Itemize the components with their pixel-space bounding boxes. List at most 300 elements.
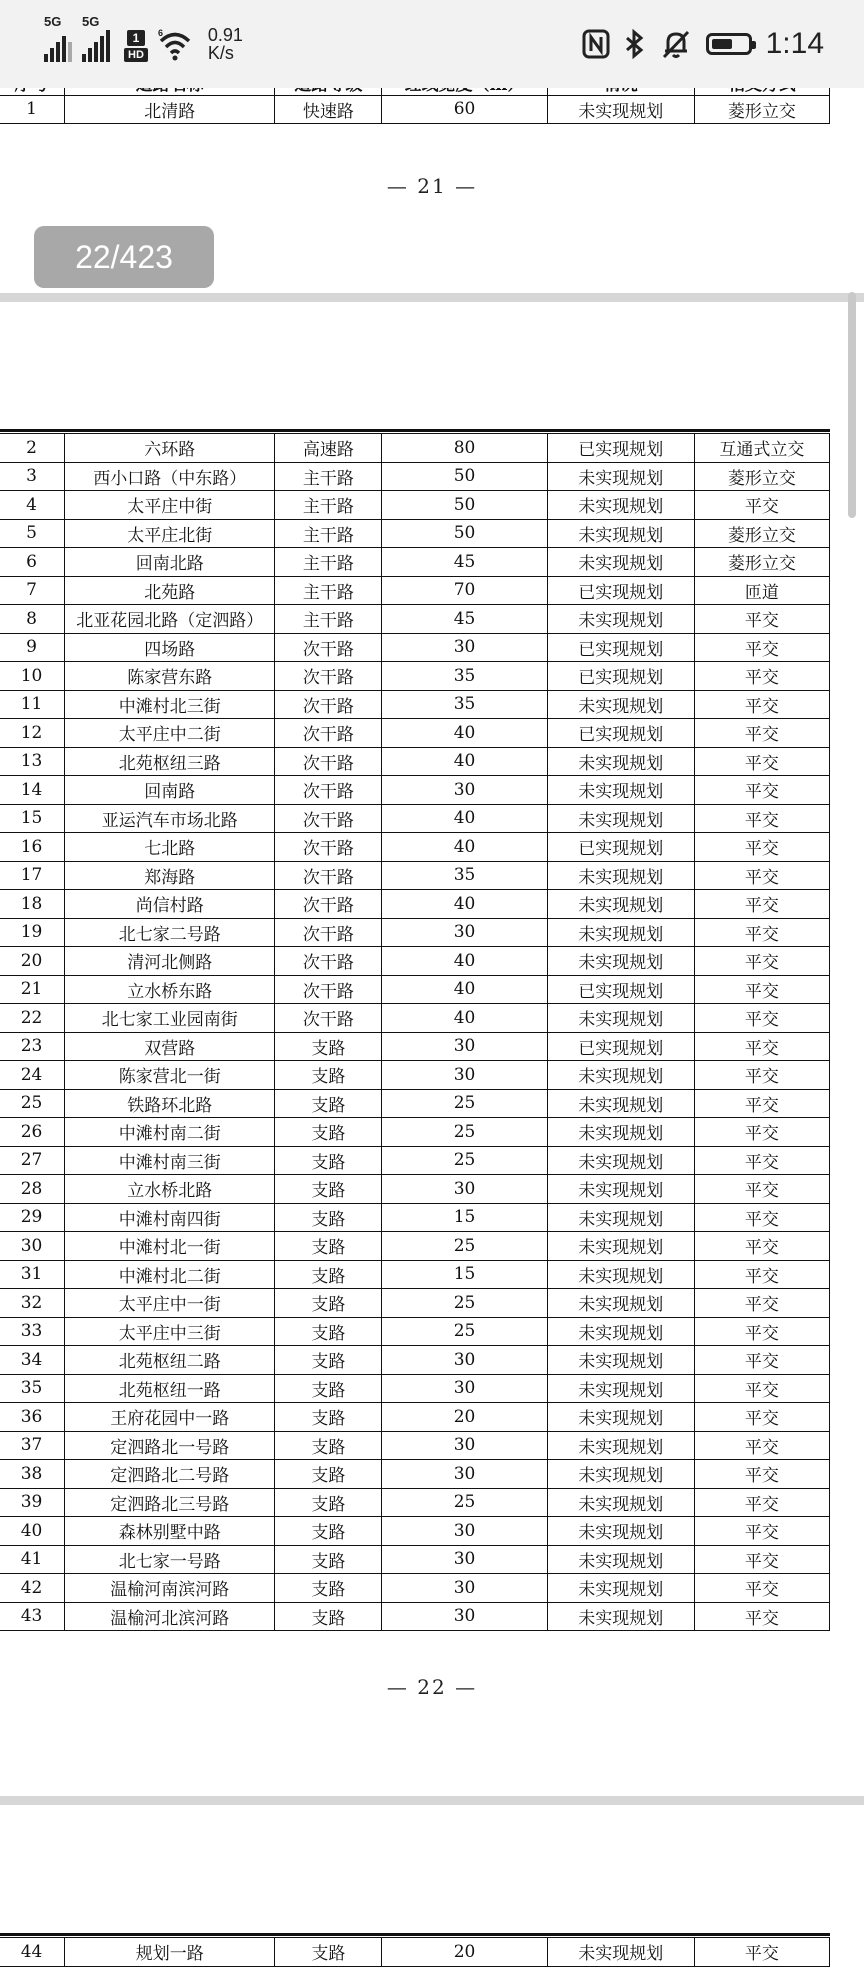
table-row: [0, 576, 830, 605]
cell-intersection: 平交: [694, 690, 829, 719]
cell-status: 未实现规划: [547, 804, 694, 833]
cell-road-name: 尚信村路: [65, 890, 275, 919]
cell-intersection: 平交: [694, 1146, 829, 1175]
cell-width: 40: [382, 719, 547, 748]
cell-intersection: 平交: [694, 605, 829, 634]
cell-intersection: 平交: [694, 1403, 829, 1432]
table-row: [0, 1089, 830, 1118]
cell-index: 28: [0, 1175, 65, 1204]
cell-intersection: 平交: [694, 1232, 829, 1261]
cell-index: 25: [0, 1089, 65, 1118]
cell-road-name: 双营路: [65, 1032, 275, 1061]
cell-road-grade: 支路: [275, 1517, 382, 1546]
table-row: [0, 890, 830, 919]
table-row: [0, 462, 830, 491]
cell-index: 22: [0, 1004, 65, 1033]
cell-status: 未实现规划: [547, 1146, 694, 1175]
table-row: [0, 605, 830, 634]
cell-road-grade: 支路: [275, 1032, 382, 1061]
cell-road-grade: 支路: [275, 1460, 382, 1489]
cell-width: 45: [382, 605, 547, 634]
cell-road-grade: 次干路: [275, 947, 382, 976]
cell-width: 25: [382, 1317, 547, 1346]
cell-road-grade: 支路: [275, 1317, 382, 1346]
cell-status: 未实现规划: [547, 1061, 694, 1090]
cell-status: 未实现规划: [547, 548, 694, 577]
cell-index: 11: [0, 690, 65, 719]
cell-road-grade: 支路: [275, 1232, 382, 1261]
table-row: [0, 519, 830, 548]
cell-road-name: 温榆河北滨河路: [65, 1602, 275, 1631]
table-row: [0, 1317, 830, 1346]
cell-width: 30: [382, 1431, 547, 1460]
cell-width: 40: [382, 747, 547, 776]
cell-intersection: 平交: [694, 633, 829, 662]
cell-road-grade: 主干路: [275, 548, 382, 577]
cell-intersection: 平交: [694, 1175, 829, 1204]
hd-bottom-label: HD: [124, 48, 148, 62]
table-row: [0, 1602, 830, 1631]
table-row: [0, 1118, 830, 1147]
cell-width: 15: [382, 1203, 547, 1232]
sim1-label: 5G: [44, 14, 62, 29]
cell-width: 80: [382, 434, 547, 463]
cell-width: 50: [382, 462, 547, 491]
page-indicator: 22/423: [34, 226, 214, 288]
cell-status: 未实现规划: [547, 918, 694, 947]
cell-road-grade: 次干路: [275, 747, 382, 776]
cell-road-grade: 次干路: [275, 662, 382, 691]
cell-road-name: 亚运汽车市场北路: [65, 804, 275, 833]
table-row: [0, 690, 830, 719]
cell-road-name: 北清路: [65, 95, 275, 124]
cell-road-grade: 主干路: [275, 462, 382, 491]
cell-status: 已实现规划: [547, 975, 694, 1004]
cell-index: 13: [0, 747, 65, 776]
cell-road-name: 中滩村北一街: [65, 1232, 275, 1261]
cell-road-grade: 主干路: [275, 519, 382, 548]
cell-status: 已实现规划: [547, 719, 694, 748]
cell-width: 35: [382, 861, 547, 890]
cell-width: 50: [382, 519, 547, 548]
table-row: [0, 833, 830, 862]
cell-width: 30: [382, 1574, 547, 1603]
cell-width: 60: [382, 95, 547, 124]
cell-road-grade: 支路: [275, 1488, 382, 1517]
cell-intersection: 匝道: [694, 576, 829, 605]
cell-road-name: 太平庄北街: [65, 519, 275, 548]
cell-road-name: 四场路: [65, 633, 275, 662]
cell-road-name: 中滩村南三街: [65, 1146, 275, 1175]
signal-icon: [82, 14, 110, 62]
cell-index: 36: [0, 1403, 65, 1432]
cell-status: 未实现规划: [547, 1431, 694, 1460]
cell-road-name: 规划一路: [65, 1938, 275, 1967]
cell-index: 4: [0, 491, 65, 520]
table-row: [0, 1938, 830, 1967]
table-row: [0, 1032, 830, 1061]
cell-status: 已实现规划: [547, 662, 694, 691]
cell-width: 40: [382, 1004, 547, 1033]
cell-status: 未实现规划: [547, 1203, 694, 1232]
battery-icon: [706, 33, 752, 55]
cell-status: 未实现规划: [547, 1289, 694, 1318]
cell-status: 未实现规划: [547, 776, 694, 805]
cell-status: 未实现规划: [547, 462, 694, 491]
cell-status: 已实现规划: [547, 576, 694, 605]
table-row: [0, 1374, 830, 1403]
cell-index: 30: [0, 1232, 65, 1261]
cell-road-name: 七北路: [65, 833, 275, 862]
cell-index: 41: [0, 1545, 65, 1574]
cell-road-name: 铁路环北路: [65, 1089, 275, 1118]
cell-road-name: 北亚花园北路（定泗路）: [65, 605, 275, 634]
cell-width: 35: [382, 690, 547, 719]
cell-road-grade: 支路: [275, 1289, 382, 1318]
cell-width: 30: [382, 633, 547, 662]
cell-road-grade: 次干路: [275, 776, 382, 805]
hd-top-label: 1: [127, 30, 146, 46]
cell-intersection: 平交: [694, 1346, 829, 1375]
cell-road-grade: 次干路: [275, 861, 382, 890]
cell-intersection: 平交: [694, 747, 829, 776]
cell-index: 33: [0, 1317, 65, 1346]
bluetooth-icon: [624, 29, 646, 59]
cell-width: 30: [382, 1374, 547, 1403]
cell-status: 未实现规划: [547, 947, 694, 976]
cell-road-grade: 支路: [275, 1938, 382, 1967]
cell-status: 未实现规划: [547, 1232, 694, 1261]
cell-width: 30: [382, 1602, 547, 1631]
cell-index: 9: [0, 633, 65, 662]
cell-intersection: 平交: [694, 1260, 829, 1289]
clock: 1:14: [765, 27, 824, 60]
cell-width: 40: [382, 890, 547, 919]
table-row: [0, 1574, 830, 1603]
cell-road-grade: 次干路: [275, 918, 382, 947]
sim2-label: 5G: [82, 14, 100, 29]
cell-road-name: 中滩村北三街: [65, 690, 275, 719]
cell-intersection: 平交: [694, 1317, 829, 1346]
table-row: [0, 434, 830, 463]
cell-road-name: 定泗路北二号路: [65, 1460, 275, 1489]
cell-intersection: 菱形立交: [694, 462, 829, 491]
cell-width: 25: [382, 1289, 547, 1318]
cell-index: 43: [0, 1602, 65, 1631]
cell-road-grade: 主干路: [275, 605, 382, 634]
nfc-icon: [582, 29, 610, 59]
cell-road-name: 北苑枢纽一路: [65, 1374, 275, 1403]
cell-intersection: 平交: [694, 719, 829, 748]
cell-road-name: 王府花园中一路: [65, 1403, 275, 1432]
table-row: [0, 1260, 830, 1289]
cell-road-name: 太平庄中街: [65, 491, 275, 520]
cell-status: 未实现规划: [547, 1460, 694, 1489]
cell-road-grade: 支路: [275, 1374, 382, 1403]
cell-status: 未实现规划: [547, 1346, 694, 1375]
cell-width: 30: [382, 918, 547, 947]
table-row: [0, 1203, 830, 1232]
cell-road-grade: 支路: [275, 1175, 382, 1204]
cell-status: 未实现规划: [547, 1089, 694, 1118]
cell-intersection: 菱形立交: [694, 519, 829, 548]
speed-unit: K/s: [207, 43, 234, 63]
cell-width: 25: [382, 1146, 547, 1175]
table-row: [0, 1061, 830, 1090]
table-top-rule: [0, 429, 830, 432]
cell-index: 24: [0, 1061, 65, 1090]
cell-index: 7: [0, 576, 65, 605]
cell-intersection: 平交: [694, 1431, 829, 1460]
table-row: [0, 1431, 830, 1460]
table-row: [0, 1175, 830, 1204]
table-row: [0, 918, 830, 947]
cell-intersection: 平交: [694, 1574, 829, 1603]
cell-width: 30: [382, 1061, 547, 1090]
cell-index: 34: [0, 1346, 65, 1375]
cell-road-name: 温榆河南滨河路: [65, 1574, 275, 1603]
cell-status: 未实现规划: [547, 1175, 694, 1204]
status-right: [582, 22, 824, 66]
cell-index: 8: [0, 605, 65, 634]
cell-index: 3: [0, 462, 65, 491]
cell-status: 未实现规划: [547, 1545, 694, 1574]
cell-road-grade: 高速路: [275, 434, 382, 463]
table-row: [0, 861, 830, 890]
cell-intersection: 平交: [694, 1004, 829, 1033]
cell-width: 25: [382, 1118, 547, 1147]
page-separator: [0, 1796, 864, 1805]
cell-index: 21: [0, 975, 65, 1004]
cell-status: 未实现规划: [547, 1374, 694, 1403]
cell-width: 30: [382, 1346, 547, 1375]
cell-intersection: 平交: [694, 1374, 829, 1403]
cell-road-grade: 支路: [275, 1146, 382, 1175]
table-top-rule: [0, 1933, 830, 1936]
cell-width: 50: [382, 491, 547, 520]
cell-intersection: 平交: [694, 1460, 829, 1489]
cell-status: 未实现规划: [547, 95, 694, 124]
cell-intersection: 互通式立交: [694, 434, 829, 463]
cell-road-grade: 支路: [275, 1061, 382, 1090]
cell-status: 未实现规划: [547, 1574, 694, 1603]
network-speed: [208, 26, 243, 62]
cell-status: 未实现规划: [547, 1118, 694, 1147]
cell-road-grade: 次干路: [275, 633, 382, 662]
cell-intersection: 平交: [694, 1602, 829, 1631]
cell-width: 40: [382, 947, 547, 976]
table-row: [0, 747, 830, 776]
cell-road-grade: 次干路: [275, 1004, 382, 1033]
cell-road-name: 森林别墅中路: [65, 1517, 275, 1546]
cell-index: 27: [0, 1146, 65, 1175]
cell-road-grade: 支路: [275, 1346, 382, 1375]
cell-index: 31: [0, 1260, 65, 1289]
signal-icon: [44, 14, 72, 62]
table-row: [0, 662, 830, 691]
cell-intersection: 平交: [694, 1203, 829, 1232]
cell-index: 29: [0, 1203, 65, 1232]
cell-road-grade: 次干路: [275, 804, 382, 833]
table-row: [0, 1403, 830, 1432]
cell-width: 30: [382, 1175, 547, 1204]
cell-road-grade: 支路: [275, 1203, 382, 1232]
cell-road-grade: 支路: [275, 1089, 382, 1118]
cell-status: 未实现规划: [547, 1403, 694, 1432]
cell-index: 42: [0, 1574, 65, 1603]
cell-status: 未实现规划: [547, 1004, 694, 1033]
cell-index: 6: [0, 548, 65, 577]
cell-status: 未实现规划: [547, 690, 694, 719]
table-row: [0, 1346, 830, 1375]
cell-road-name: 太平庄中三街: [65, 1317, 275, 1346]
cell-status: 已实现规划: [547, 633, 694, 662]
cell-status: 未实现规划: [547, 747, 694, 776]
table-row: [0, 1232, 830, 1261]
cell-index: 26: [0, 1118, 65, 1147]
cell-road-name: 立水桥北路: [65, 1175, 275, 1204]
cell-intersection: 平交: [694, 1545, 829, 1574]
cell-width: 30: [382, 1460, 547, 1489]
cell-intersection: 菱形立交: [694, 95, 829, 124]
cell-width: 15: [382, 1260, 547, 1289]
cell-index: 23: [0, 1032, 65, 1061]
cell-road-name: 北苑路: [65, 576, 275, 605]
cell-intersection: 平交: [694, 1089, 829, 1118]
cell-road-name: 北七家二号路: [65, 918, 275, 947]
cell-width: 30: [382, 1517, 547, 1546]
table-row: [0, 1488, 830, 1517]
cell-index: 15: [0, 804, 65, 833]
cell-width: 40: [382, 975, 547, 1004]
cell-index: 14: [0, 776, 65, 805]
cell-road-name: 北七家一号路: [65, 1545, 275, 1574]
wifi-icon: [158, 28, 192, 62]
cell-road-name: 中滩村南四街: [65, 1203, 275, 1232]
table-row: [0, 975, 830, 1004]
cell-index: 2: [0, 434, 65, 463]
cell-road-name: 回南路: [65, 776, 275, 805]
cell-road-grade: 快速路: [275, 95, 382, 124]
scrollbar[interactable]: [848, 292, 856, 518]
cell-status: 未实现规划: [547, 890, 694, 919]
cell-intersection: 平交: [694, 861, 829, 890]
cell-index: 39: [0, 1488, 65, 1517]
cell-status: 未实现规划: [547, 1317, 694, 1346]
cell-intersection: 平交: [694, 491, 829, 520]
cell-road-name: 陈家营东路: [65, 662, 275, 691]
page-number-21: — 21 —: [386, 174, 478, 198]
cell-width: 30: [382, 1545, 547, 1574]
cell-intersection: 平交: [694, 918, 829, 947]
cell-status: 未实现规划: [547, 1517, 694, 1546]
cell-road-name: 陈家营北一街: [65, 1061, 275, 1090]
cell-road-grade: 支路: [275, 1431, 382, 1460]
cell-road-name: 中滩村北二街: [65, 1260, 275, 1289]
cell-width: 25: [382, 1488, 547, 1517]
cell-road-grade: 次干路: [275, 890, 382, 919]
cell-index: 5: [0, 519, 65, 548]
cell-road-grade: 支路: [275, 1403, 382, 1432]
cell-index: 1: [0, 95, 65, 124]
cell-status: 已实现规划: [547, 434, 694, 463]
cell-status: 未实现规划: [547, 1488, 694, 1517]
cell-index: 16: [0, 833, 65, 862]
cell-road-name: 定泗路北一号路: [65, 1431, 275, 1460]
cell-index: 44: [0, 1938, 65, 1967]
page-23-table: [0, 1937, 830, 1967]
cell-width: 20: [382, 1938, 547, 1967]
cell-road-name: 清河北侧路: [65, 947, 275, 976]
table-row: [0, 1460, 830, 1489]
cell-status: 已实现规划: [547, 1032, 694, 1061]
cell-index: 40: [0, 1517, 65, 1546]
cell-index: 10: [0, 662, 65, 691]
cell-intersection: 平交: [694, 890, 829, 919]
cell-road-grade: 次干路: [275, 833, 382, 862]
cell-road-name: 太平庄中一街: [65, 1289, 275, 1318]
cell-intersection: 菱形立交: [694, 548, 829, 577]
cell-status: 未实现规划: [547, 861, 694, 890]
table-row: [0, 1004, 830, 1033]
table-row: [0, 548, 830, 577]
cell-width: 35: [382, 662, 547, 691]
cell-index: 37: [0, 1431, 65, 1460]
cell-road-grade: 次干路: [275, 975, 382, 1004]
cell-road-name: 北苑枢纽二路: [65, 1346, 275, 1375]
cell-status: 已实现规划: [547, 833, 694, 862]
mute-icon: [660, 29, 692, 59]
cell-road-name: 北苑枢纽三路: [65, 747, 275, 776]
status-bar: [0, 0, 864, 88]
page-separator: [0, 293, 864, 302]
cell-index: 18: [0, 890, 65, 919]
cell-width: 20: [382, 1403, 547, 1432]
page-number-22: — 22 —: [386, 1675, 478, 1699]
cell-intersection: 平交: [694, 1118, 829, 1147]
cell-status: 未实现规划: [547, 1938, 694, 1967]
cell-intersection: 平交: [694, 776, 829, 805]
cell-index: 20: [0, 947, 65, 976]
cell-road-grade: 主干路: [275, 576, 382, 605]
cell-road-grade: 次干路: [275, 719, 382, 748]
hd-icon: [124, 30, 148, 62]
cell-index: 38: [0, 1460, 65, 1489]
cell-status: 未实现规划: [547, 605, 694, 634]
status-left: [44, 14, 243, 63]
cell-road-name: 西小口路（中东路）: [65, 462, 275, 491]
cell-intersection: 平交: [694, 833, 829, 862]
table-row: [0, 491, 830, 520]
table-row: [0, 804, 830, 833]
speed-value: 0.91: [207, 25, 243, 45]
cell-road-grade: 支路: [275, 1545, 382, 1574]
cell-width: 25: [382, 1232, 547, 1261]
cell-road-name: 定泗路北三号路: [65, 1488, 275, 1517]
cell-road-name: 中滩村南二街: [65, 1118, 275, 1147]
cell-road-name: 北七家工业园南街: [65, 1004, 275, 1033]
cell-road-grade: 次干路: [275, 690, 382, 719]
cell-width: 30: [382, 776, 547, 805]
cell-road-name: 六环路: [65, 434, 275, 463]
cell-index: 35: [0, 1374, 65, 1403]
cell-road-name: 回南北路: [65, 548, 275, 577]
cell-width: 70: [382, 576, 547, 605]
cell-status: 未实现规划: [547, 1260, 694, 1289]
cell-road-name: 立水桥东路: [65, 975, 275, 1004]
cell-road-grade: 支路: [275, 1260, 382, 1289]
cell-intersection: 平交: [694, 1289, 829, 1318]
